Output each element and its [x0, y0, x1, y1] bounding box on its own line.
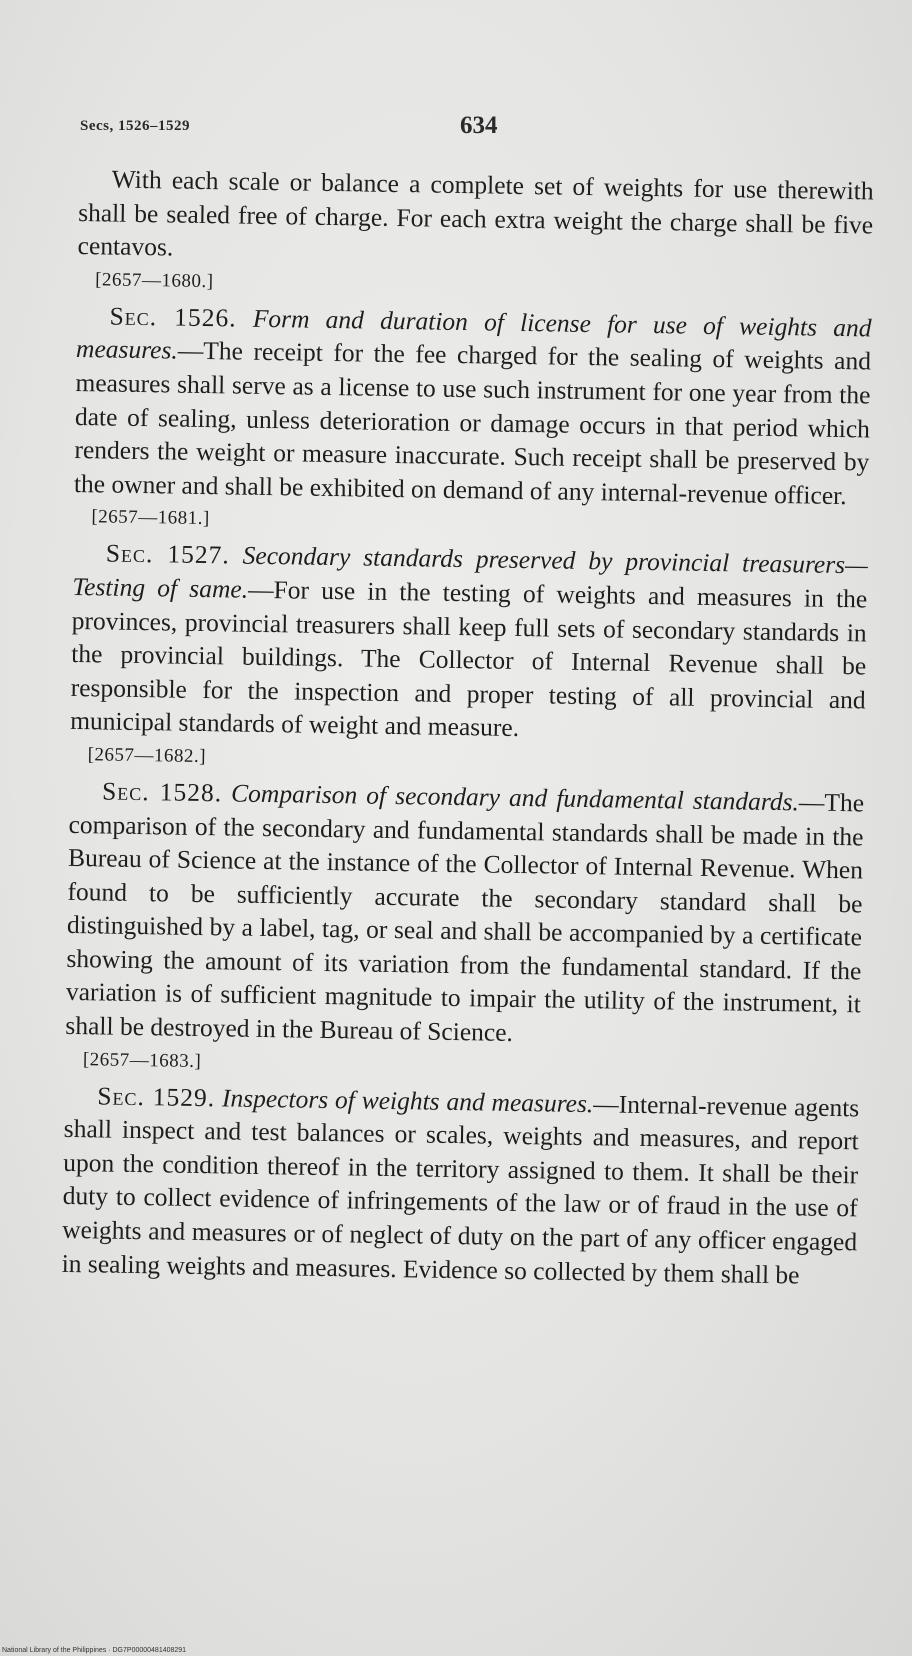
citation: [2657—1681.] — [91, 506, 210, 530]
section-title: Comparison of secondary and fundamental standards. — [230, 778, 800, 817]
intro-text: With each scale or balance a complete set of weights for use therewith shall be sealed free of charge. For each extra weight the charge shall be five centavos. — [77, 164, 874, 262]
section-title: Inspectors of weights and measures. — [221, 1083, 594, 1118]
section-1526 — [74, 299, 872, 513]
section-text: —The receipt for the fee charged for the sealing of weights and measures shall serve as a license to use such instrument for one year from the date of sealing, unless deterioration or damage occurs in that period which renders the weight or measure inaccurate. Such receipt shall be preserved by the owner and shall be exhibited on demand of any internal-revenue officer. — [73, 335, 872, 510]
section-1527 — [70, 536, 868, 750]
citation: [2657—1682.] — [87, 744, 207, 767]
section-text: —Internal-revenue agents shall inspect and test balances or scales, weights and measures, and report upon the condition thereof in the territory assigned to them. It shall be their duty to collect evidence of infringements of the law or of fraud in the use of weights and measures or of neglect of duty on the part of any officer engaged in sealing weights and measures. Evidence so collected by them shall be — [61, 1088, 860, 1290]
section-1529 — [61, 1079, 859, 1293]
section-title: Secondary standards preserved by provincial treasurers—Testing of same. — [72, 540, 869, 604]
citation: [2657—1680.] — [94, 269, 214, 292]
body-text — [61, 162, 873, 1293]
intro-paragraph — [77, 162, 873, 275]
section-text: —For use in the testing of weights and measures in the provinces, provincial treasurers shall keep full sets of secondary standards in the provincial buildings. The Collector of Internal Revenue shall be responsible for the inspection and proper testing of all provincial and municipal standards of weight and measure. — [69, 574, 868, 743]
section-number: Sec. 1526. — [109, 301, 237, 333]
section-number: Sec. 1527. — [105, 538, 230, 570]
library-stamp: National Library of the Philippines · DG7P00000481408291 — [2, 1647, 187, 1654]
section-number: Sec. 1528. — [101, 776, 223, 808]
section-text: —The comparison of the secondary and fundamental standards shall be made in the Bureau of Science at the instance of the Collector of Internal Revenue. When found to be sufficiently accurate the secondary standard shall be distinguished by a label, tag, or seal and shall be accompanied by a certificate showing the amount of its variation from the fundamental standard. If the variation is of sufficient magnitude to impair the utility of the instrument, it shall be destroyed in the Bureau of Science. — [65, 787, 865, 1047]
page-number: 634 — [460, 112, 498, 139]
section-number: Sec. 1529. — [97, 1081, 216, 1112]
section-title: Form and duration of license for use of weights and measures. — [75, 303, 872, 365]
page-header — [80, 112, 870, 142]
citation: [2657—1683.] — [82, 1048, 202, 1072]
section-1528 — [65, 774, 864, 1055]
running-head: Secs, 1526–1529 — [80, 118, 190, 134]
